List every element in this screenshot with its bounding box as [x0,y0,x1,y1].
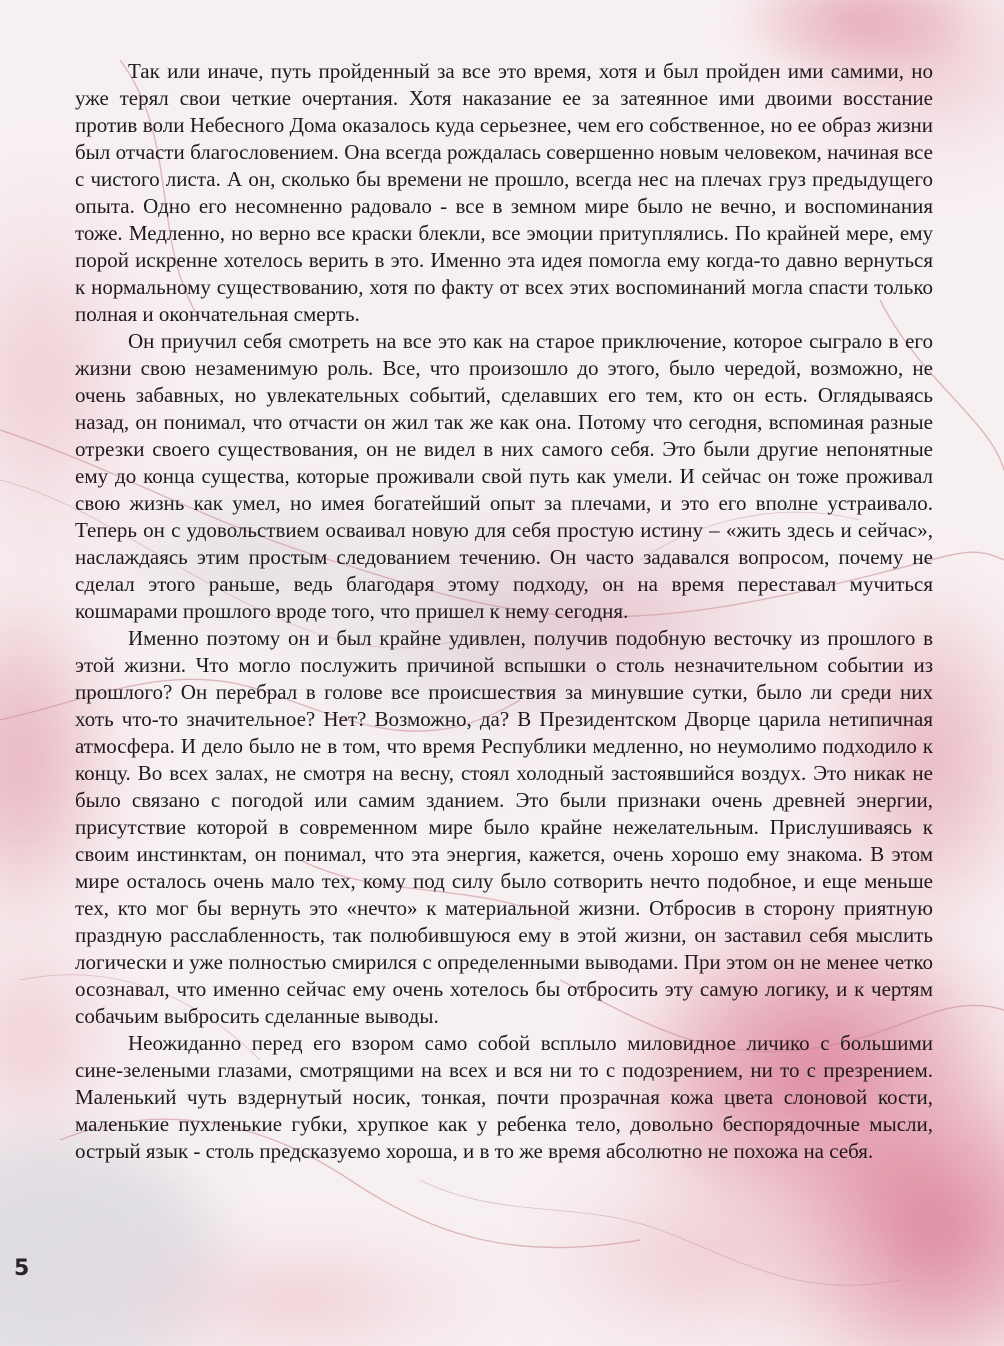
page-number: 5 [14,1256,30,1281]
paragraph: Он приучил себя смотреть на все это как на старое приключение, которое сыграло в его жизни свою незаменимую роль. Все, что произошло до этого, было чередой, возможно, не очень забавных, но увлекательных событий, сделавших его тем, кто он есть. Оглядываясь назад, он понимал, что отчасти он жил так же как она. Потому что сегодня, вспоминая разные отрезки своего существования, он не видел в них самого себя. Это были другие непонятные ему до конца существа, которые проживали свой путь как умели. И сейчас он тоже проживал свою жизнь как умел, но имея богатейший опыт за плечами, и это его вполне устраивало. Теперь он с удовольствием осваивал новую для себя простую истину – «жить здесь и сейчас», наслаждаясь этим простым следованием течению. Он часто задавался вопросом, почему не сделал этого раньше, ведь благодаря этому подходу, он на время переставал мучиться кошмарами прошлого вроде того, что пришел к нему сегодня. [75,329,933,623]
page-body [75,58,933,1165]
paragraph: Так или иначе, путь пройденный за все это время, хотя и был пройден ими самими, но уже терял свои четкие очертания. Хотя наказание ее за затеянное ими двоими восстание против воли Небесного Дома оказалось куда серьезнее, чем его собственное, но ее образ жизни был отчасти благословением. Она всегда рождалась совершенно новым человеком, начиная все с чистого листа. А он, сколько бы времени не прошло, всегда нес на плечах груз предыдущего опыта. Одно его несомненно радовало - все в земном мире было не вечно, и воспоминания тоже. Медленно, но верно все краски блекли, все эмоции притуплялись. По крайней мере, ему порой искренне хотелось верить в это. Именно эта идея помогла ему когда-то давно вернуться к нормальному существованию, хотя по факту от всех этих воспоминаний могла спасти только полная и окончательная смерть. [75,59,933,326]
paragraph: Именно поэтому он и был крайне удивлен, получив подобную весточку из прошлого в этой жизни. Что могло послужить причиной вспышки о столь незначительном событии из прошлого? Он перебрал в голове все происшествия за минувшие сутки, было ли среди них хоть что-то значительное? Нет? Возможно, да? В Президентском Дворце царила нетипичная атмосфера. И дело было не в том, что время Республики медленно, но неумолимо подходило к концу. Во всех залах, не смотря на весну, стоял холодный застоявшийся воздух. Это никак не было связано с погодой или самим зданием. Это были признаки очень древней энергии, присутствие которой в современном мире было крайне нежелательным. Прислушиваясь к своим инстинктам, он понимал, что эта энергия, кажется, очень хорошо ему знакома. В этом мире осталось очень мало тех, кому под силу было сотворить нечто подобное, и еще меньше тех, кто мог бы вернуть это «нечто» к материальной жизни. Отбросив в сторону приятную праздную расслабленность, так полюбившуюся ему в этой жизни, он заставил себя мыслить логически и уже полностью смирился с определенными выводами. При этом он не менее четко осознавал, что именно сейчас ему очень хотелось бы отбросить эту самую логику, и к чертям собачьим выбросить сделанные выводы. [75,626,933,1028]
paragraph: Неожиданно перед его взором само собой всплыло миловидное личико с большими сине-зелеными глазами, смотрящими на всех и вся ни то с подозрением, ни то с презрением. Маленький чуть вздернутый носик, тонкая, почти прозрачная кожа цвета слоновой кости, маленькие пухленькие губки, хрупкое как у ребенка тело, довольно беспорядочные мысли, острый язык - столь предсказуемо хороша, и в то же время абсолютно не похожа на себя. [75,1031,933,1163]
